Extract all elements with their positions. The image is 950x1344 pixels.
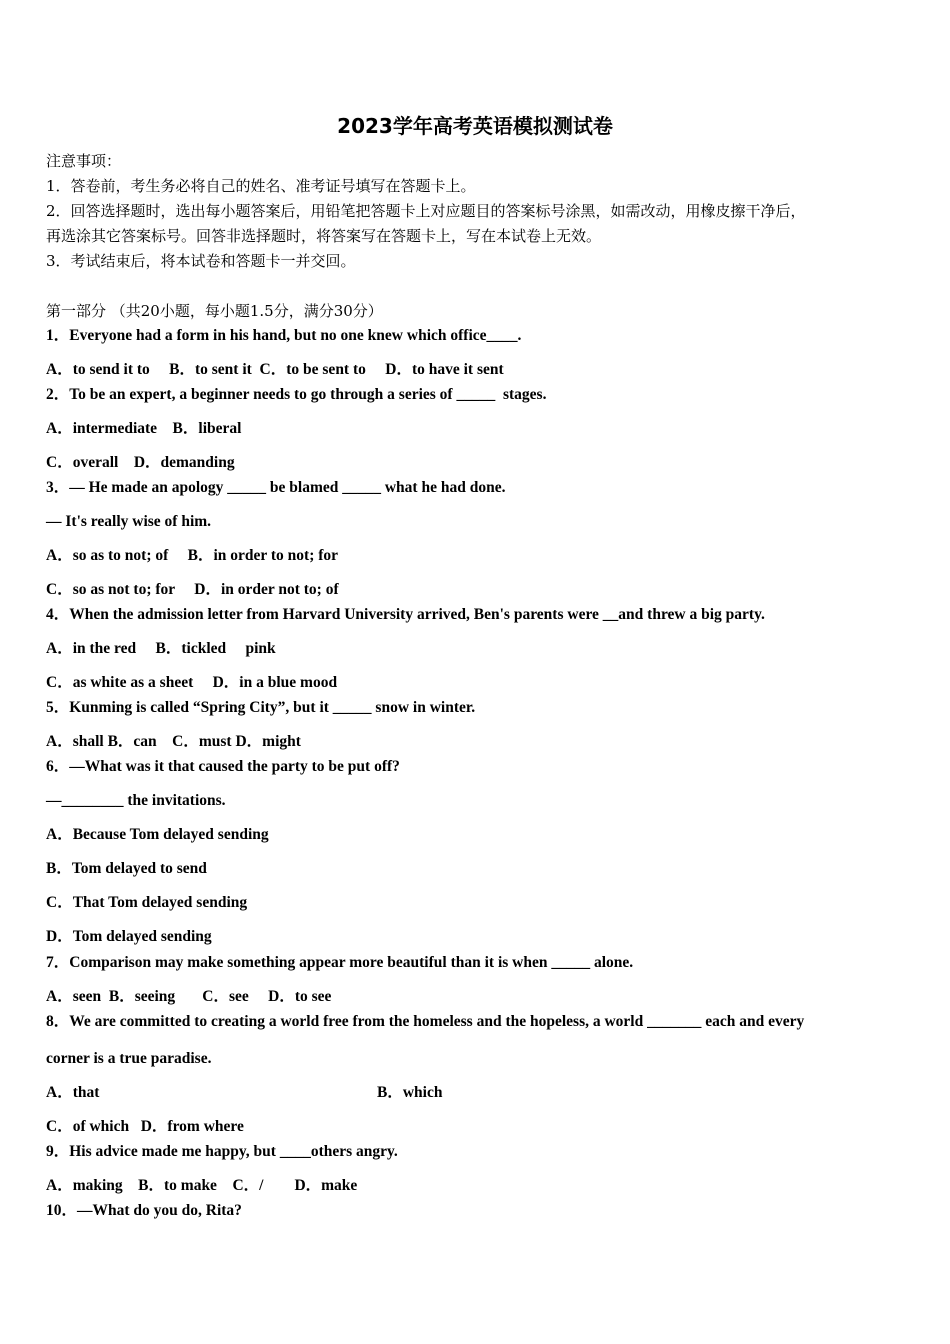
question-9-stem: 9．His advice made me happy, but ____others angry. (46, 1143, 398, 1160)
question-3-options-ab: A．so as to not; of B．in order to not; for (46, 547, 339, 564)
question-4-options-ab: A．in the red B．tickled pink (46, 640, 276, 657)
question-3-options-cd: C．so as not to; for D．in order not to; of (46, 581, 339, 598)
section-heading: 第一部分 （共20小题，每小题1.5分，满分30分） (46, 302, 383, 320)
notice-heading: 注意事项： (46, 152, 122, 170)
question-8-stem-line-2: corner is a true paradise. (46, 1050, 212, 1067)
question-3-reply: — It's really wise of him. (46, 513, 212, 530)
notice-item-2-line-1: 2．回答选择题时，选出每小题答案后，用铅笔把答题卡上对应题目的答案标号涂黑，如需改动，用橡皮擦干净后， (46, 202, 806, 220)
question-8-option-a: A．that (46, 1084, 100, 1101)
question-2-stem: 2．To be an expert, a beginner needs to go through a series of _____ stages. (46, 386, 547, 403)
notice-item-2-line-2: 再选涂其它答案标号。回答非选择题时，将答案写在答题卡上，写在本试卷上无效。 (46, 227, 602, 245)
question-8-options-cd: C．of which D．from where (46, 1118, 244, 1135)
question-2-options-ab: A．intermediate B．liberal (46, 420, 242, 437)
question-5-options: A．shall B．can C．must D．might (46, 733, 301, 750)
question-9-options: A．making B．to make C．/ D．make (46, 1177, 358, 1194)
question-7-options: A．seen B．seeing C．see D．to see (46, 988, 332, 1005)
notice-item-3: 3．考试结束后，将本试卷和答题卡一并交回。 (46, 252, 356, 270)
notice-item-1: 1．答卷前，考生务必将自己的姓名、准考证号填写在答题卡上。 (46, 177, 476, 195)
question-6-reply: —________ the invitations. (46, 792, 226, 809)
question-6-stem: 6．—What was it that caused the party to be put off? (46, 758, 400, 775)
question-6-option-c: C．That Tom delayed sending (46, 894, 248, 911)
question-6-option-d: D．Tom delayed sending (46, 928, 212, 945)
page-title: 2023学年高考英语模拟测试卷 (337, 114, 613, 138)
question-8-stem-line-1: 8．We are committed to creating a world free from the homeless and the hopeless, a world _______ each and every (46, 1013, 805, 1030)
question-5-stem: 5．Kunming is called “Spring City”, but it _____ snow in winter. (46, 699, 476, 716)
question-8-option-b: B．which (377, 1084, 443, 1101)
question-6-option-a: A．Because Tom delayed sending (46, 826, 269, 843)
question-1-stem: 1．Everyone had a form in his hand, but no one knew which office____. (46, 327, 522, 344)
question-3-stem: 3．— He made an apology _____ be blamed _____ what he had done. (46, 479, 506, 496)
question-4-stem: 4．When the admission letter from Harvard University arrived, Ben's parents were __and threw a big party. (46, 606, 765, 623)
question-1-options: A．to send it to B．to sent it C．to be sent to D．to have it sent (46, 361, 504, 378)
question-4-options-cd: C．as white as a sheet D．in a blue mood (46, 674, 338, 691)
question-2-options-cd: C．overall D．demanding (46, 454, 235, 471)
question-10-stem: 10．—What do you do, Rita? (46, 1202, 242, 1219)
question-6-option-b: B．Tom delayed to send (46, 860, 207, 877)
question-7-stem: 7．Comparison may make something appear more beautiful than it is when _____ alone. (46, 954, 634, 971)
